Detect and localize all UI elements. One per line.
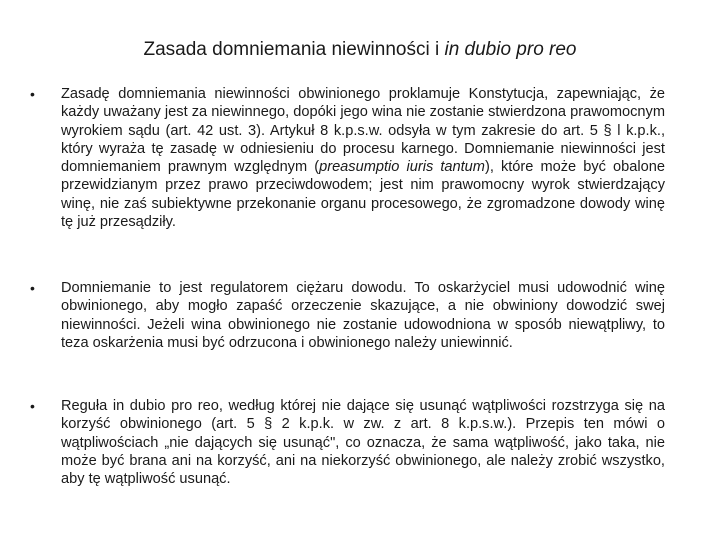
bullet-text-part: Zasadę domniemania niewinności obwinionego proklamuje Konstytucja, zapewniając, że każdy uważany jest za niewinnego, dopóki jego wina nie zostanie stwierdzona prawomocnym wyrokiem sądu (art. 42 ust. 3). Artykuł 8 k.p.s.w. odsyła w tym zakresie do art. 5 § l k.p.k., który wyraża tę zasadę w odniesieniu do procesu karnego. Domniemanie niewinności jest domniemaniem prawnym względnym ( [61,86,665,176]
slide-title [0,38,720,62]
bullet-icon: • [30,86,35,102]
bullet-item-in-dubio-pro-reo [30,397,670,488]
bullet-item-presumption-of-innocence [30,85,670,231]
slide-title-text: Zasada domniemania niewinności i [143,39,445,60]
bullet-text-part: ), które może być obalone przewidzianym przez prawo przeciwdowodem; jest nim prawomocny wyrok stwierdzający winę, nie zaś subiektywne przekonanie organu procesowego, że zgromadzone dowody winę tę już przesądziły. [61,159,665,231]
bullet-item-burden-of-proof [30,279,670,352]
bullet-icon: • [30,280,35,296]
bullet-icon: • [30,398,35,414]
slide-title-italic: in dubio pro reo [444,39,577,60]
bullet-text [61,85,665,231]
bullet-text-latin-term: preasumptio iuris tantum [319,159,485,176]
bullet-text: Reguła in dubio pro reo, według której nie dające się usunąć wątpliwości rozstrzyga się na korzyść obwinionego (art. 5 § 2 k.p.k. w zw. z art. 8 k.p.s.w.). Przepis ten mówi o wątpliwościach „nie dających się usunąć", co oznacza, że sama wątpliwość, jako taka, nie może być brana ani na korzyść, ani na niekorzyść obwinionego, ale należy zrobić wszystko, aby tę wątpliwość usunąć. [61,398,665,488]
bullet-text: Domniemanie to jest regulatorem ciężaru dowodu. To oskarżyciel musi udowodnić winę obwinionego, aby mogło zapaść orzeczenie skazujące, a nie obwiniony dowodzić swej niewinności. Jeżeli wina obwinionego nie zostanie udowodniona w sposób niewątpliwy, to teza oskarżenia musi być odrzucona i obwinionego należy uniewinnić. [61,280,665,351]
